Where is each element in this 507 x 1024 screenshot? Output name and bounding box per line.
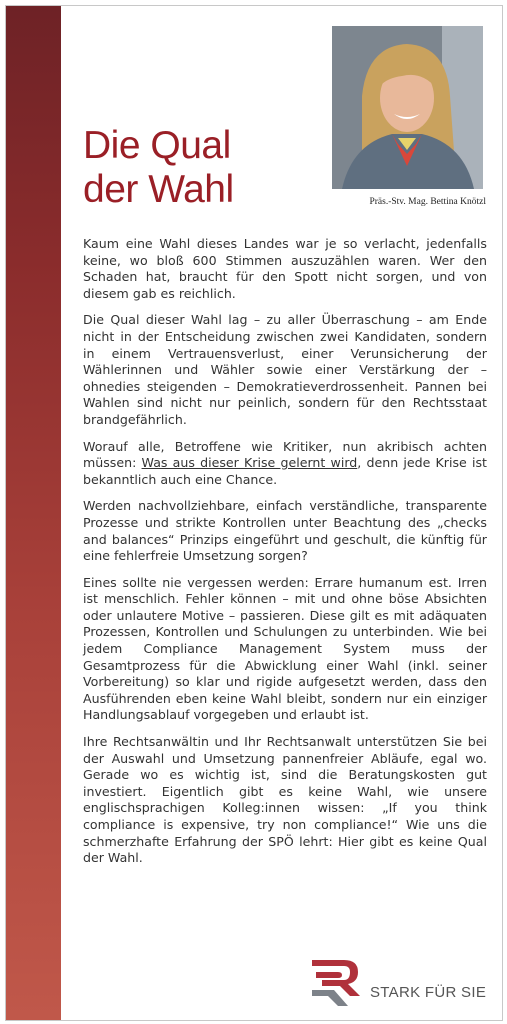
paragraph: Ihre Rechtsanwältin und Ihr Rechtsanwalt unterstützen Sie bei der Auswahl und Umsetzung pannenfreier Abläufe, egal wo. Gerade wo es wichtig ist, sind die Beratungskosten gut investiert. Eigentlich gibt es keine Wahl, wie unsere englischsprachigen Kolleg:innen wissen: „If you think compliance is expensive, try non compliance!“ Wie uns die schmerzhafte Erfahrung der SPÖ lehrt: Hier gibt es keine Qual der Wahl.	[83, 734, 487, 866]
paragraph: Eines sollte nie vergessen werden: Errare humanum est. Irren ist menschlich. Fehler können – mit und ohne böse Absichten oder unlautere Motive – passieren. Diese gilt es mit adäquaten Prozessen, Kontrollen und Schulungen zu unterbinden. Wie bei jedem Compliance Management System muss der Gesamtprozess für die Abwicklung einer Wahl (inkl. seiner Vorbereitung) so klar und rigide aufgesetzt werden, dass den Ausführenden eben keine Wahl bleibt, sondern nur ein einziger Handlungsablauf vorgegeben und erlaubt ist.	[83, 574, 487, 723]
paragraph	[83, 439, 487, 489]
paragraph: Die Qual dieser Wahl lag – zu aller Überraschung – am Ende nicht in der Entscheidung zwischen zwei Kandidaten, sondern in einem Vertrauensverlust, einer Verunsicherung der Wählerinnen und Wähler sowie einer Verstärkung der – ohnedies steigenden – Demokratieverdrossenheit. Pannen bei Wahlen sind nicht nur peinlich, sondern für den Rechtsstaat brandgefährlich.	[83, 312, 487, 427]
photo-caption: Präs.-Stv. Mag. Bettina Knötzl	[369, 197, 486, 207]
title-line-2: der Wahl	[83, 168, 234, 211]
paragraph: Kaum eine Wahl dieses Landes war je so verlacht, jedenfalls keine, wo bloß 600 Stimmen auszuzählen waren. Wer den Schaden hat, braucht für den Spott nicht sorgen, und von diesem gab es reichlich.	[83, 236, 487, 301]
title-line-1: Die Qual	[83, 124, 231, 167]
logo-text: STARK FÜR SIE	[370, 984, 487, 1001]
decorative-side-bar	[6, 6, 61, 1020]
article-body	[83, 236, 487, 877]
brand-logo	[308, 956, 488, 1010]
logo-r-icon	[308, 956, 366, 1010]
portrait-photo	[332, 26, 483, 189]
underlined-phrase: Was aus dieser Krise gelernt wird	[141, 455, 358, 471]
page-title	[83, 124, 313, 212]
page-frame	[5, 5, 503, 1021]
paragraph-text: , denn jede Krise ist bekanntlich auch eine Chance.	[83, 455, 487, 487]
paragraph-text: Worauf alle, Betroffene wie Kritiker, nun akribisch achten müssen:	[83, 438, 487, 471]
paragraph: Werden nachvollziehbare, einfach verständliche, transparente Prozesse und strikte Kontrollen unter Beachtung des „checks and balances“ Prinzips eingeführt und geschult, die künftig für eine fehlerfreie Umsetzung sorgen?	[83, 498, 487, 564]
